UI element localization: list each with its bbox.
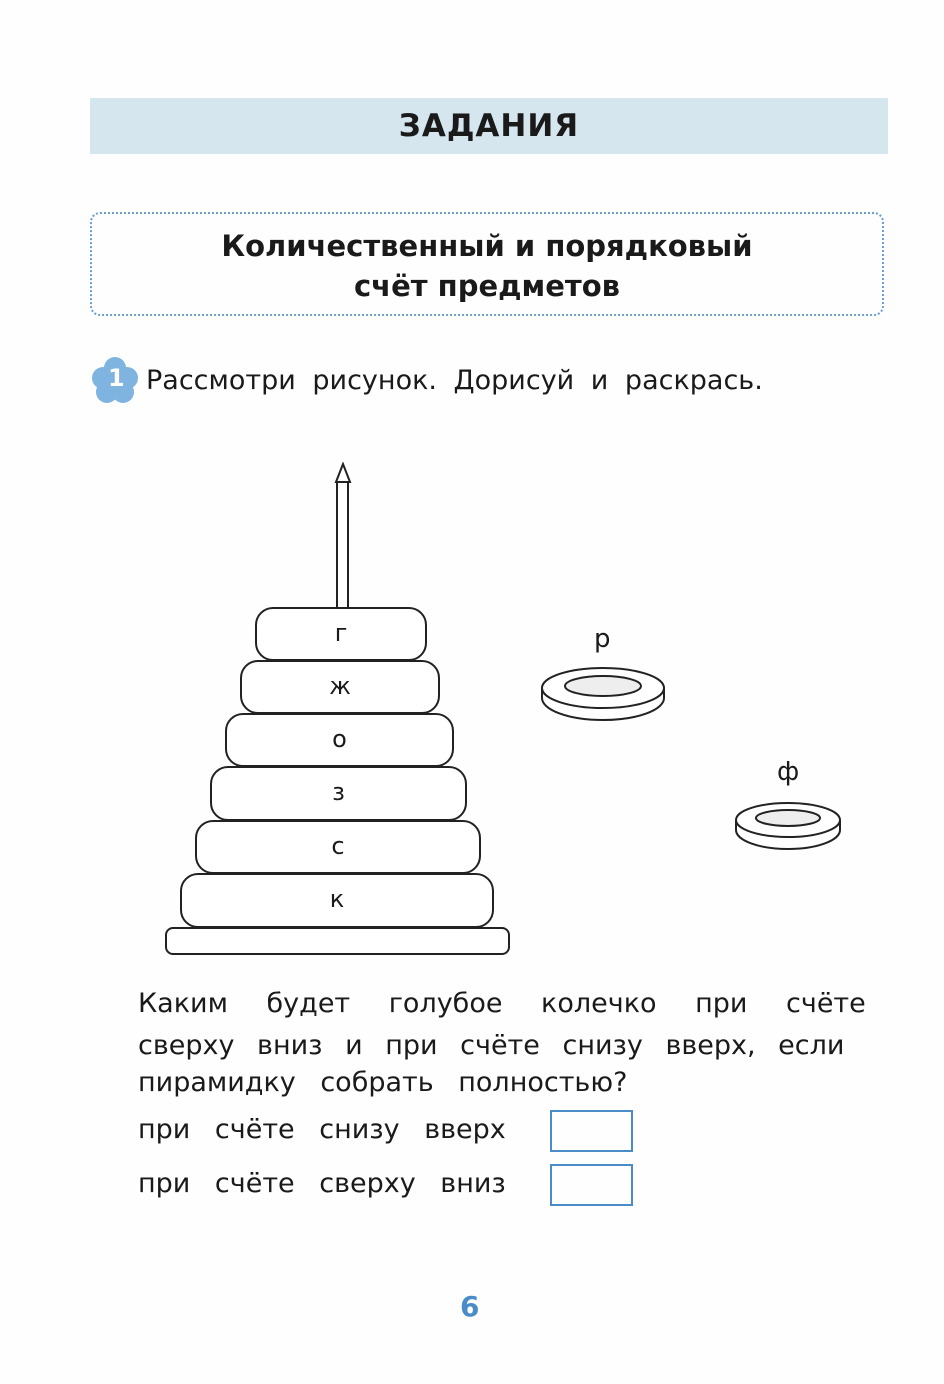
ring-label: р [594, 624, 611, 654]
pyramid-ring: з [210, 766, 467, 821]
task-instruction: Рассмотри рисунок. Дорисуй и раскрась. [146, 364, 763, 396]
stick-tip [333, 462, 353, 484]
pyramid-stick [336, 480, 349, 608]
answer-label-bottom-up: при счёте снизу вверх [138, 1114, 506, 1145]
answer-label-top-down: при счёте сверху вниз [138, 1168, 506, 1199]
question-line: пирамидку собрать полностью? [138, 1067, 628, 1098]
page-number: 6 [460, 1290, 480, 1323]
pyramid-ring: о [225, 713, 454, 767]
answer-box-top-down[interactable] [550, 1164, 633, 1206]
topic-line-2: счёт предметов [353, 269, 620, 303]
pyramid-ring: г [255, 607, 427, 661]
task-number: 1 [108, 364, 125, 392]
loose-ring [538, 662, 668, 726]
question-line: Каким будет голубое колечко при счёте [138, 988, 866, 1019]
pyramid-ring: к [180, 873, 494, 928]
task-heading [90, 355, 763, 405]
topic-line-1: Количественный и порядковый [221, 229, 753, 263]
loose-ring [733, 798, 843, 854]
pyramid-ring: с [195, 820, 481, 874]
pyramid-base [165, 927, 510, 955]
answer-box-bottom-up[interactable] [550, 1110, 633, 1152]
question-line: сверху вниз и при счёте снизу вверх, если [138, 1030, 845, 1061]
flower-number-icon [90, 356, 140, 404]
section-title: ЗАДАНИЯ [398, 108, 580, 144]
topic-box [90, 212, 884, 316]
ring-label: ф [777, 757, 800, 787]
section-header-band [90, 98, 888, 154]
pyramid-ring: ж [240, 660, 440, 714]
